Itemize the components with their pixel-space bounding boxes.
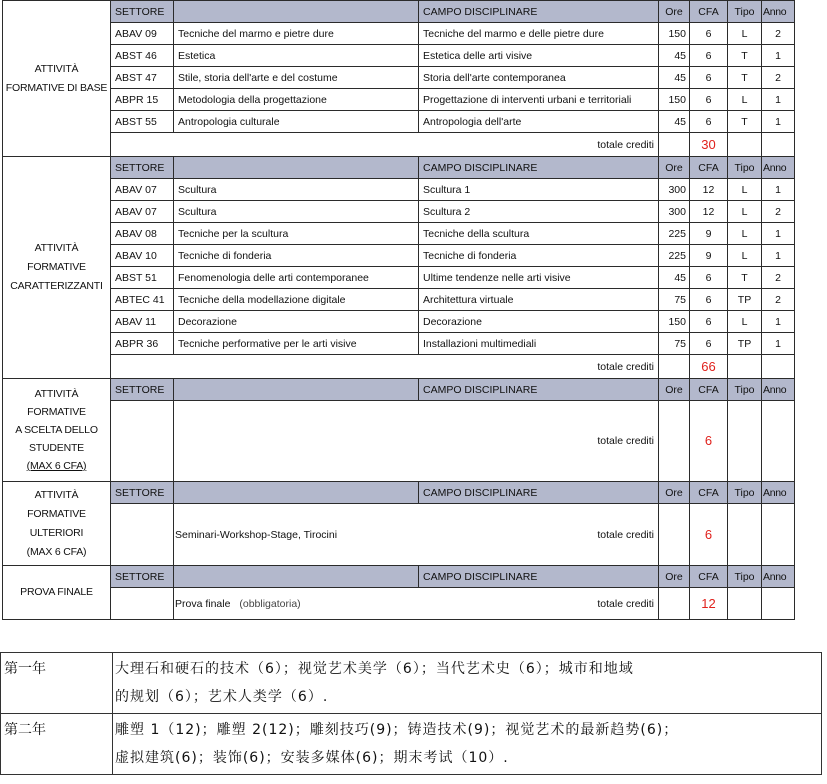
table-row xyxy=(3,67,795,89)
total-row xyxy=(3,355,795,379)
campo-cell: Progettazione di interventi urbani e territoriali xyxy=(419,89,659,111)
totale-cfa-value: 12 xyxy=(690,588,728,620)
header-campo: CAMPO DISCIPLINARE xyxy=(419,157,659,179)
header-cfa: CFA xyxy=(690,379,728,401)
header-campo: CAMPO DISCIPLINARE xyxy=(419,1,659,23)
anno-blank xyxy=(762,504,795,566)
settore-cell: ABAV 07 xyxy=(111,201,174,223)
anno-cell: 1 xyxy=(762,311,795,333)
table-row xyxy=(3,201,795,223)
tipo-blank xyxy=(728,133,762,157)
tipo-cell: T xyxy=(728,111,762,133)
cfa-cell: 9 xyxy=(690,223,728,245)
courses-line: 大理石和硬石的技术（6）；视觉艺术美学（6）；当代艺术史（6）；城市和地域 xyxy=(115,661,634,677)
header-blank xyxy=(174,1,419,23)
curriculum-table xyxy=(2,0,795,620)
tipo-cell: L xyxy=(728,201,762,223)
campo-cell: Tecniche di fonderia xyxy=(419,245,659,267)
descrizione-cell: Decorazione xyxy=(174,311,419,333)
header-ore: Ore xyxy=(659,157,690,179)
settore-cell: ABAV 10 xyxy=(111,245,174,267)
table-row xyxy=(3,111,795,133)
settore-cell xyxy=(111,504,174,566)
tipo-cell: L xyxy=(728,245,762,267)
ore-cell: 75 xyxy=(659,333,690,355)
settore-cell: ABAV 08 xyxy=(111,223,174,245)
anno-cell: 1 xyxy=(762,111,795,133)
settore-cell: ABST 51 xyxy=(111,267,174,289)
header-cfa: CFA xyxy=(690,482,728,504)
year-courses xyxy=(113,653,822,714)
header-blank xyxy=(174,482,419,504)
ore-cell: 75 xyxy=(659,289,690,311)
cfa-cell: 6 xyxy=(690,311,728,333)
ore-blank xyxy=(659,504,690,566)
courses-line: 的规划（6）；艺术人类学（6）. xyxy=(115,689,329,705)
tipo-cell: T xyxy=(728,45,762,67)
anno-cell: 2 xyxy=(762,267,795,289)
descrizione-cell: Antropologia culturale xyxy=(174,111,419,133)
category-line: (MAX 6 CFA) xyxy=(26,545,87,558)
total-row xyxy=(3,133,795,157)
header-tipo: Tipo xyxy=(728,566,762,588)
ore-cell: 45 xyxy=(659,67,690,89)
totale-cfa-value: 6 xyxy=(690,504,728,566)
campo-cell: Tecniche del marmo e delle pietre dure xyxy=(419,23,659,45)
ore-blank xyxy=(659,133,690,157)
totale-cfa-value: 66 xyxy=(690,355,728,379)
anno-blank xyxy=(762,133,795,157)
category-caratterizzanti xyxy=(3,157,111,379)
descrizione-cell: Scultura xyxy=(174,201,419,223)
cfa-cell: 9 xyxy=(690,245,728,267)
tipo-cell: TP xyxy=(728,333,762,355)
category-line: ULTERIORI xyxy=(29,526,84,539)
table-row xyxy=(3,401,795,482)
totale-cfa-value: 30 xyxy=(690,133,728,157)
category-ulteriori xyxy=(3,482,111,566)
ore-cell: 45 xyxy=(659,267,690,289)
anno-cell: 1 xyxy=(762,179,795,201)
settore-cell: ABST 47 xyxy=(111,67,174,89)
cfa-cell: 12 xyxy=(690,201,728,223)
anno-cell: 2 xyxy=(762,201,795,223)
descrizione-cell: Tecniche della modellazione digitale xyxy=(174,289,419,311)
tipo-cell: L xyxy=(728,179,762,201)
header-anno: Anno xyxy=(762,482,795,504)
section-prova-finale-header-row xyxy=(3,566,795,588)
category-label: ATTIVITÀ FORMATIVE DI BASE xyxy=(5,62,108,94)
tipo-cell: TP xyxy=(728,289,762,311)
campo-cell: Storia dell'arte contemporanea xyxy=(419,67,659,89)
header-tipo: Tipo xyxy=(728,379,762,401)
header-campo: CAMPO DISCIPLINARE xyxy=(419,379,659,401)
header-campo: CAMPO DISCIPLINARE xyxy=(419,482,659,504)
campo-cell: Scultura 1 xyxy=(419,179,659,201)
ore-blank xyxy=(659,588,690,620)
category-base xyxy=(3,1,111,157)
totale-label: totale crediti xyxy=(419,588,659,620)
year-label: 第二年 xyxy=(1,714,113,775)
category-line: STUDENTE xyxy=(29,442,84,454)
section-base-header-row xyxy=(3,1,795,23)
campo-cell: Antropologia dell'arte xyxy=(419,111,659,133)
cfa-cell: 6 xyxy=(690,333,728,355)
totale-label: totale crediti xyxy=(111,355,659,379)
year-label: 第一年 xyxy=(1,653,113,714)
ore-cell: 45 xyxy=(659,45,690,67)
tipo-cell: L xyxy=(728,23,762,45)
table-row xyxy=(3,333,795,355)
settore-cell: ABAV 07 xyxy=(111,179,174,201)
section-ulteriori-header-row xyxy=(3,482,795,504)
section-caratterizzanti-header-row xyxy=(3,157,795,179)
cfa-cell: 12 xyxy=(690,179,728,201)
tipo-cell: L xyxy=(728,89,762,111)
tipo-blank xyxy=(728,401,762,482)
tipo-cell: T xyxy=(728,267,762,289)
header-cfa: CFA xyxy=(690,566,728,588)
header-anno: Anno xyxy=(762,1,795,23)
category-line: (MAX 6 CFA) xyxy=(26,460,87,472)
header-blank xyxy=(174,566,419,588)
settore-cell: ABPR 15 xyxy=(111,89,174,111)
totale-label: totale crediti xyxy=(419,504,659,566)
ore-cell: 300 xyxy=(659,201,690,223)
cfa-cell: 6 xyxy=(690,23,728,45)
curriculum-sheet xyxy=(2,0,794,620)
anno-cell: 1 xyxy=(762,45,795,67)
anno-blank xyxy=(762,588,795,620)
header-settore: SETTORE xyxy=(111,1,174,23)
descrizione-cell: Tecniche di fonderia xyxy=(174,245,419,267)
descrizione-cell: Metodologia della progettazione xyxy=(174,89,419,111)
category-scelta-studente xyxy=(3,379,111,482)
ore-cell: 225 xyxy=(659,223,690,245)
anno-blank xyxy=(762,401,795,482)
header-settore: SETTORE xyxy=(111,157,174,179)
ore-cell: 150 xyxy=(659,311,690,333)
header-anno: Anno xyxy=(762,566,795,588)
header-anno: Anno xyxy=(762,157,795,179)
table-row xyxy=(3,245,795,267)
tipo-blank xyxy=(728,588,762,620)
settore-cell: ABTEC 41 xyxy=(111,289,174,311)
ore-cell: 150 xyxy=(659,89,690,111)
category-line: FORMATIVE xyxy=(27,406,86,418)
campo-cell: Estetica delle arti visive xyxy=(419,45,659,67)
anno-cell: 1 xyxy=(762,245,795,267)
ore-cell: 150 xyxy=(659,23,690,45)
header-anno: Anno xyxy=(762,379,795,401)
tipo-blank xyxy=(728,355,762,379)
table-row xyxy=(3,89,795,111)
campo-cell: Ultime tendenze nelle arti visive xyxy=(419,267,659,289)
ore-blank xyxy=(659,401,690,482)
anno-cell: 1 xyxy=(762,223,795,245)
descrizione-cell xyxy=(174,401,419,482)
cfa-cell: 6 xyxy=(690,45,728,67)
table-row xyxy=(3,179,795,201)
prova-finale-label: Prova finale xyxy=(175,597,231,610)
anno-cell: 2 xyxy=(762,67,795,89)
year-courses xyxy=(113,714,822,775)
settore-cell xyxy=(111,401,174,482)
cfa-cell: 6 xyxy=(690,289,728,311)
settore-cell: ABAV 11 xyxy=(111,311,174,333)
header-cfa: CFA xyxy=(690,1,728,23)
table-row xyxy=(3,267,795,289)
header-tipo: Tipo xyxy=(728,157,762,179)
prova-finale-note: (obbligatoria) xyxy=(239,597,301,610)
summary-row-year1 xyxy=(1,653,822,714)
courses-line: 雕塑 1（12)；雕塑 2(12)；雕刻技巧(9)；铸造技术(9)；视觉艺术的最新趋势(6)； xyxy=(115,722,679,738)
anno-cell: 1 xyxy=(762,333,795,355)
chinese-summary-table xyxy=(0,652,822,775)
header-ore: Ore xyxy=(659,1,690,23)
anno-blank xyxy=(762,355,795,379)
header-cfa: CFA xyxy=(690,157,728,179)
table-row xyxy=(3,289,795,311)
ore-cell: 300 xyxy=(659,179,690,201)
ore-cell: 45 xyxy=(659,111,690,133)
descrizione-cell: Tecniche del marmo e pietre dure xyxy=(174,23,419,45)
cfa-cell: 6 xyxy=(690,111,728,133)
header-ore: Ore xyxy=(659,379,690,401)
header-blank xyxy=(174,379,419,401)
tipo-cell: L xyxy=(728,223,762,245)
category-prova-finale: PROVA FINALE xyxy=(3,566,111,620)
totale-cfa-value: 6 xyxy=(690,401,728,482)
descrizione-cell: Fenomenologia delle arti contemporanee xyxy=(174,267,419,289)
totale-label: totale crediti xyxy=(419,401,659,482)
header-settore: SETTORE xyxy=(111,482,174,504)
category-label: ATTIVITÀ FORMATIVE CARATTERIZZANTI xyxy=(10,242,103,292)
category-line: FORMATIVE xyxy=(27,507,86,520)
campo-cell: Scultura 2 xyxy=(419,201,659,223)
anno-cell: 2 xyxy=(762,289,795,311)
campo-cell: Installazioni multimediali xyxy=(419,333,659,355)
table-row xyxy=(3,223,795,245)
descrizione-cell: Stile, storia dell'arte e del costume xyxy=(174,67,419,89)
descrizione-cell: Scultura xyxy=(174,179,419,201)
category-line: ATTIVITÀ xyxy=(34,388,79,400)
header-tipo: Tipo xyxy=(728,482,762,504)
header-ore: Ore xyxy=(659,482,690,504)
header-blank xyxy=(174,157,419,179)
summary-row-year2 xyxy=(1,714,822,775)
category-line: A SCELTA DELLO xyxy=(15,424,98,436)
descrizione-cell xyxy=(174,588,419,620)
table-row xyxy=(3,23,795,45)
campo-cell: Architettura virtuale xyxy=(419,289,659,311)
settore-cell: ABST 55 xyxy=(111,111,174,133)
settore-cell: ABPR 36 xyxy=(111,333,174,355)
descrizione-cell: Seminari-Workshop-Stage, Tirocini xyxy=(174,504,419,566)
campo-cell: Tecniche della scultura xyxy=(419,223,659,245)
descrizione-cell: Estetica xyxy=(174,45,419,67)
descrizione-cell: Tecniche per la scultura xyxy=(174,223,419,245)
table-row xyxy=(3,588,795,620)
cfa-cell: 6 xyxy=(690,267,728,289)
descrizione-cell: Tecniche performative per le arti visive xyxy=(174,333,419,355)
tipo-cell: L xyxy=(728,311,762,333)
ore-blank xyxy=(659,355,690,379)
settore-cell: ABST 46 xyxy=(111,45,174,67)
tipo-cell: T xyxy=(728,67,762,89)
cfa-cell: 6 xyxy=(690,89,728,111)
anno-cell: 2 xyxy=(762,23,795,45)
table-row xyxy=(3,311,795,333)
settore-cell xyxy=(111,588,174,620)
category-line: ATTIVITÀ xyxy=(34,488,79,501)
anno-cell: 1 xyxy=(762,89,795,111)
header-ore: Ore xyxy=(659,566,690,588)
section-scelta-header-row xyxy=(3,379,795,401)
header-settore: SETTORE xyxy=(111,379,174,401)
settore-cell: ABAV 09 xyxy=(111,23,174,45)
header-tipo: Tipo xyxy=(728,1,762,23)
table-row xyxy=(3,504,795,566)
tipo-blank xyxy=(728,504,762,566)
totale-label: totale crediti xyxy=(111,133,659,157)
table-row xyxy=(3,45,795,67)
courses-line: 虚拟建筑(6)；装饰(6)；安装多媒体(6)；期末考试（10）. xyxy=(115,750,509,766)
cfa-cell: 6 xyxy=(690,67,728,89)
header-settore: SETTORE xyxy=(111,566,174,588)
campo-cell: Decorazione xyxy=(419,311,659,333)
ore-cell: 225 xyxy=(659,245,690,267)
header-campo: CAMPO DISCIPLINARE xyxy=(419,566,659,588)
